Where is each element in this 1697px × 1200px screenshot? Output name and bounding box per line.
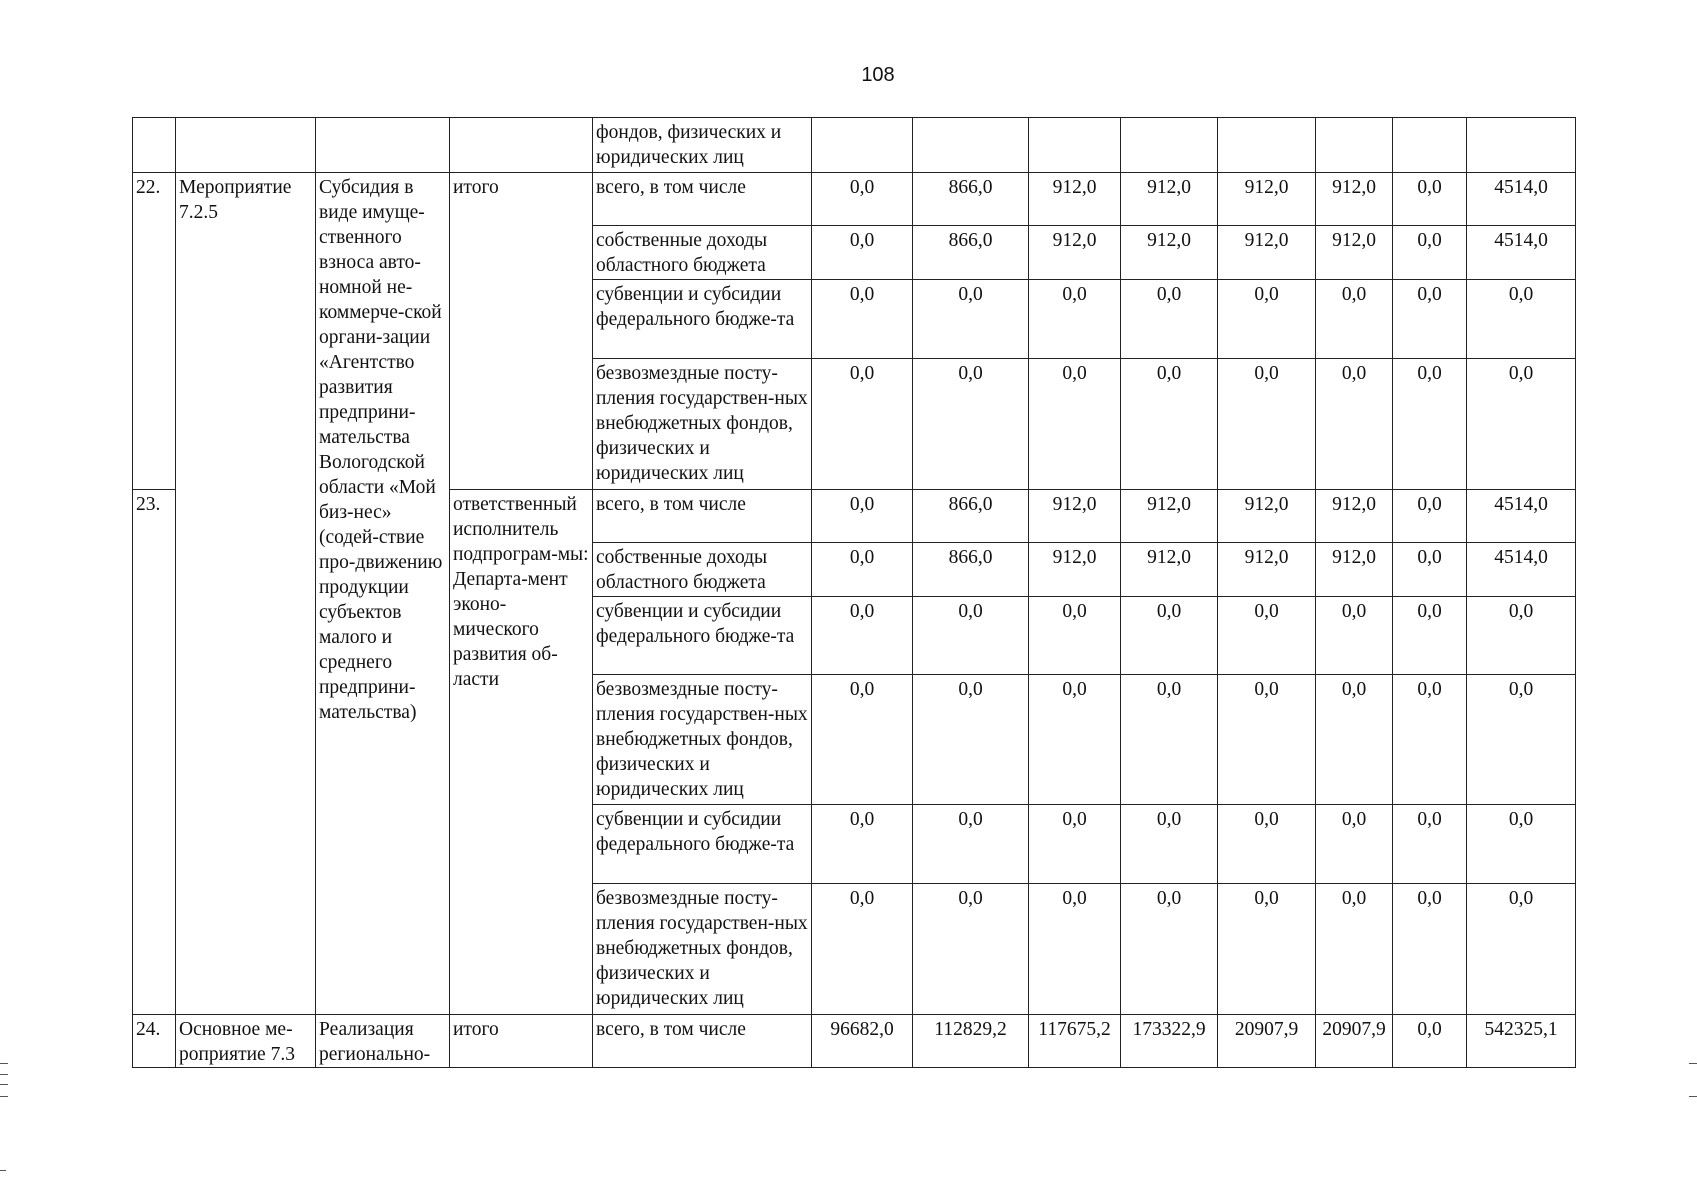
value-cell bbox=[1029, 118, 1121, 173]
event-description-cell bbox=[316, 118, 450, 173]
funding-source-cell: субвенции и субсидии федерального бюдже-та bbox=[593, 597, 812, 675]
value-cell: 0,0 bbox=[812, 675, 913, 805]
value-cell: 0,0 bbox=[1029, 597, 1121, 675]
value-cell: 0,0 bbox=[1218, 597, 1316, 675]
table-row bbox=[133, 173, 1576, 226]
funding-source-cell: всего, в том числе bbox=[593, 490, 812, 543]
value-cell: 0,0 bbox=[1121, 805, 1218, 884]
value-cell: 96682,0 bbox=[812, 1015, 913, 1068]
value-cell: 112829,2 bbox=[913, 1015, 1029, 1068]
value-cell: 912,0 bbox=[1316, 226, 1393, 280]
value-cell: 0,0 bbox=[1393, 675, 1467, 805]
value-cell: 912,0 bbox=[1218, 226, 1316, 280]
value-cell: 912,0 bbox=[1218, 490, 1316, 543]
value-cell: 866,0 bbox=[913, 173, 1029, 226]
funding-source-cell: субвенции и субсидии федерального бюдже-та bbox=[593, 805, 812, 884]
value-cell: 0,0 bbox=[1121, 280, 1218, 359]
responsible-cell: итого bbox=[450, 173, 593, 490]
value-cell: 0,0 bbox=[1316, 280, 1393, 359]
value-cell bbox=[1316, 118, 1393, 173]
value-cell: 0,0 bbox=[1467, 597, 1576, 675]
value-cell: 912,0 bbox=[1029, 490, 1121, 543]
value-cell: 0,0 bbox=[913, 675, 1029, 805]
value-cell: 0,0 bbox=[1316, 884, 1393, 1015]
value-cell: 912,0 bbox=[1316, 543, 1393, 597]
value-cell: 0,0 bbox=[1121, 884, 1218, 1015]
value-cell: 0,0 bbox=[1467, 805, 1576, 884]
row-number-cell: 24. bbox=[133, 1015, 176, 1068]
value-cell: 0,0 bbox=[913, 597, 1029, 675]
value-cell: 912,0 bbox=[1316, 490, 1393, 543]
value-cell: 0,0 bbox=[1029, 884, 1121, 1015]
value-cell: 0,0 bbox=[1121, 675, 1218, 805]
table-row bbox=[133, 1015, 1576, 1068]
value-cell: 912,0 bbox=[1218, 543, 1316, 597]
value-cell: 0,0 bbox=[913, 884, 1029, 1015]
value-cell: 0,0 bbox=[1393, 1015, 1467, 1068]
value-cell: 0,0 bbox=[1316, 675, 1393, 805]
table-row bbox=[133, 118, 1576, 173]
value-cell: 20907,9 bbox=[1316, 1015, 1393, 1068]
responsible-cell bbox=[450, 118, 593, 173]
funding-source-cell: всего, в том числе bbox=[593, 1015, 812, 1068]
value-cell: 0,0 bbox=[1393, 359, 1467, 490]
value-cell: 0,0 bbox=[1218, 805, 1316, 884]
funding-source-cell: субвенции и субсидии федерального бюдже-та bbox=[593, 280, 812, 359]
value-cell: 912,0 bbox=[1218, 173, 1316, 226]
value-cell: 0,0 bbox=[1029, 805, 1121, 884]
value-cell bbox=[812, 118, 913, 173]
scan-edge-mark-bottom bbox=[0, 1170, 6, 1171]
value-cell: 0,0 bbox=[1218, 884, 1316, 1015]
value-cell: 4514,0 bbox=[1467, 226, 1576, 280]
value-cell: 173322,9 bbox=[1121, 1015, 1218, 1068]
value-cell: 0,0 bbox=[1393, 280, 1467, 359]
scan-edge-marks-left bbox=[0, 1063, 8, 1097]
value-cell: 912,0 bbox=[1121, 543, 1218, 597]
value-cell bbox=[1467, 118, 1576, 173]
value-cell bbox=[913, 118, 1029, 173]
value-cell: 0,0 bbox=[1393, 173, 1467, 226]
page-number: 108 bbox=[861, 64, 895, 86]
row-number-cell: 23. bbox=[133, 490, 176, 1015]
event-name-cell: Основное ме-роприятие 7.3 bbox=[176, 1015, 316, 1068]
value-cell: 117675,2 bbox=[1029, 1015, 1121, 1068]
value-cell: 0,0 bbox=[812, 280, 913, 359]
value-cell: 0,0 bbox=[1121, 359, 1218, 490]
value-cell bbox=[1218, 118, 1316, 173]
value-cell: 0,0 bbox=[812, 543, 913, 597]
value-cell: 0,0 bbox=[812, 490, 913, 543]
value-cell: 20907,9 bbox=[1218, 1015, 1316, 1068]
value-cell: 0,0 bbox=[1218, 675, 1316, 805]
value-cell: 0,0 bbox=[1218, 359, 1316, 490]
value-cell: 912,0 bbox=[1121, 490, 1218, 543]
value-cell: 0,0 bbox=[1393, 490, 1467, 543]
event-description-cell: Субсидия в виде имуще-ственного взноса авто-номной не-коммерче-ской органи-зации «Агентство развития предприни-мательства Вологодской области «Мой биз-нес» (содей-ствие про-движению продукции субъектов малого и среднего предприни-мательства) bbox=[316, 173, 450, 1015]
value-cell: 912,0 bbox=[1029, 226, 1121, 280]
funding-source-cell: всего, в том числе bbox=[593, 173, 812, 226]
value-cell: 4514,0 bbox=[1467, 543, 1576, 597]
value-cell: 0,0 bbox=[1316, 597, 1393, 675]
funding-source-cell: фондов, физических и юридических лиц bbox=[593, 118, 812, 173]
value-cell: 0,0 bbox=[1316, 805, 1393, 884]
value-cell: 912,0 bbox=[1029, 543, 1121, 597]
value-cell: 0,0 bbox=[913, 280, 1029, 359]
value-cell bbox=[1121, 118, 1218, 173]
row-number-cell bbox=[133, 118, 176, 173]
value-cell: 866,0 bbox=[913, 490, 1029, 543]
value-cell: 912,0 bbox=[1029, 173, 1121, 226]
value-cell: 0,0 bbox=[913, 805, 1029, 884]
value-cell: 0,0 bbox=[1029, 675, 1121, 805]
value-cell: 0,0 bbox=[1393, 884, 1467, 1015]
value-cell: 4514,0 bbox=[1467, 173, 1576, 226]
value-cell: 0,0 bbox=[1467, 884, 1576, 1015]
row-number-cell: 22. bbox=[133, 173, 176, 490]
value-cell: 0,0 bbox=[1467, 675, 1576, 805]
value-cell bbox=[1393, 118, 1467, 173]
value-cell: 0,0 bbox=[1029, 359, 1121, 490]
value-cell: 0,0 bbox=[812, 226, 913, 280]
value-cell: 0,0 bbox=[812, 597, 913, 675]
value-cell: 0,0 bbox=[913, 359, 1029, 490]
value-cell: 0,0 bbox=[1393, 597, 1467, 675]
funding-source-cell: безвозмездные посту-пления государствен-ных внебюджетных фондов, физических и юридических лиц bbox=[593, 359, 812, 490]
value-cell: 0,0 bbox=[1393, 805, 1467, 884]
responsible-cell: ответственный исполнитель подпрограм-мы: Департа-мент эконо-мического развития об-ласти bbox=[450, 490, 593, 1015]
funding-source-cell: безвозмездные посту-пления государствен-ных внебюджетных фондов, физических и юридических лиц bbox=[593, 675, 812, 805]
scan-edge-marks-right bbox=[1689, 1063, 1697, 1097]
value-cell: 542325,1 bbox=[1467, 1015, 1576, 1068]
responsible-cell: итого bbox=[450, 1015, 593, 1068]
value-cell: 4514,0 bbox=[1467, 490, 1576, 543]
event-name-cell bbox=[176, 118, 316, 173]
value-cell: 0,0 bbox=[812, 359, 913, 490]
value-cell: 0,0 bbox=[1218, 280, 1316, 359]
event-name-cell: Мероприятие 7.2.5 bbox=[176, 173, 316, 1015]
funding-source-cell: безвозмездные посту-пления государствен-ных внебюджетных фондов, физических и юридических лиц bbox=[593, 884, 812, 1015]
funding-source-cell: собственные доходы областного бюджета bbox=[593, 543, 812, 597]
value-cell: 0,0 bbox=[1467, 280, 1576, 359]
value-cell: 866,0 bbox=[913, 226, 1029, 280]
value-cell: 866,0 bbox=[913, 543, 1029, 597]
value-cell: 912,0 bbox=[1316, 173, 1393, 226]
value-cell: 0,0 bbox=[1393, 543, 1467, 597]
value-cell: 912,0 bbox=[1121, 226, 1218, 280]
value-cell: 0,0 bbox=[812, 884, 913, 1015]
value-cell: 0,0 bbox=[812, 173, 913, 226]
value-cell: 0,0 bbox=[812, 805, 913, 884]
event-description-cell: Реализация регионально- bbox=[316, 1015, 450, 1068]
value-cell: 0,0 bbox=[1393, 226, 1467, 280]
budget-table bbox=[132, 117, 1576, 1068]
value-cell: 0,0 bbox=[1316, 359, 1393, 490]
value-cell: 0,0 bbox=[1467, 359, 1576, 490]
value-cell: 0,0 bbox=[1029, 280, 1121, 359]
value-cell: 912,0 bbox=[1121, 173, 1218, 226]
funding-source-cell: собственные доходы областного бюджета bbox=[593, 226, 812, 280]
value-cell: 0,0 bbox=[1121, 597, 1218, 675]
